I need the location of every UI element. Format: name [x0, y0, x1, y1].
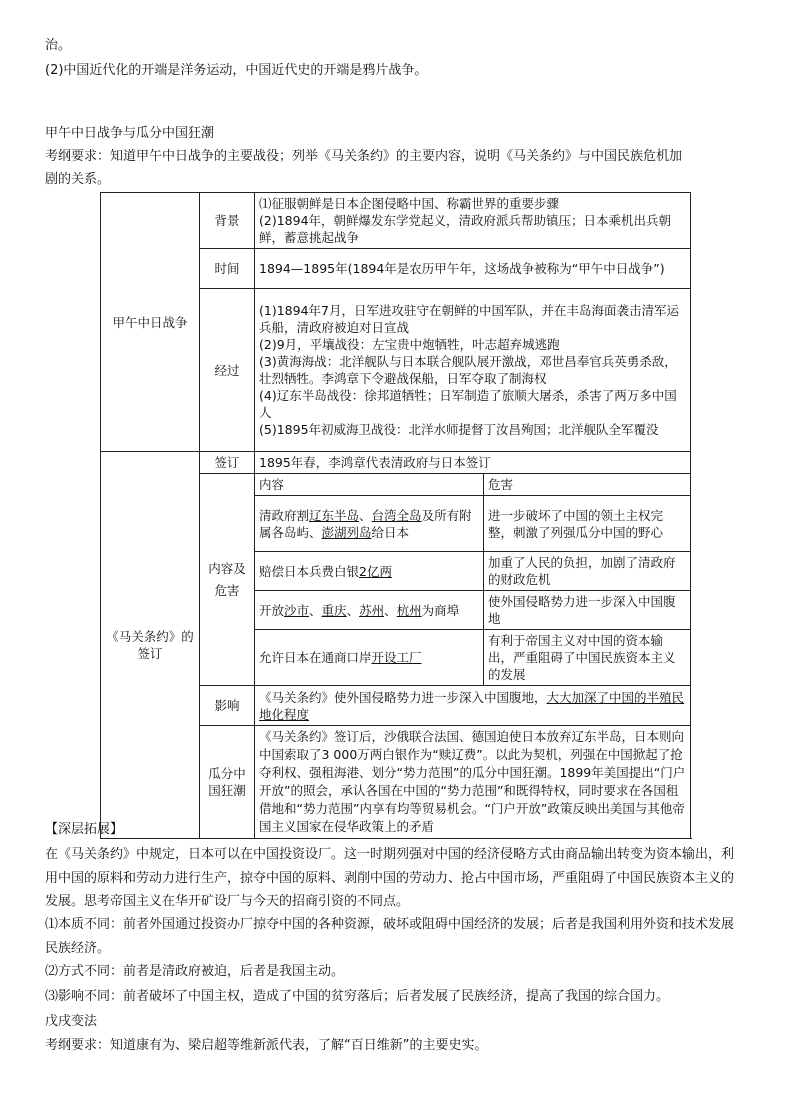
treaty-harm-cession: 进一步破坏了中国的领土主权完整，刺激了列强瓜分中国的野心 [484, 496, 691, 552]
treaty-harm-ports: 使外国侵略势力进一步深入中国腹地 [484, 591, 691, 630]
treaty-harm-indemnity: 加重了人民的负担，加剧了清政府的财政危机 [484, 552, 691, 591]
underlined-term: 大大加深了中国的半殖民地化程度 [259, 689, 685, 722]
extension-point-3: ⑶影响不同：前者破坏了中国主权，造成了中国的贫穷落后；后者发展了民族经济，提高了我国的综合国力。 [45, 989, 670, 1004]
text-span: 为商埠 [421, 602, 460, 618]
course-point-5: (5)1895年初威海卫战役：北洋水师提督丁汝昌殉国；北洋舰队全军覆没 [259, 422, 659, 437]
treaty-harm-factories: 有利于帝国主义对中国的资本输出，严重阻碍了中国民族资本主义的发展 [484, 630, 691, 686]
course-content [255, 289, 691, 452]
text-span: 开放 [259, 602, 285, 618]
course-point-1: (1)1894年7月，日军进攻驻守在朝鲜的中国军队，并在丰岛海面袭击清军运兵船，清政府被迫对日宣战 [259, 303, 679, 335]
label-content-and-harm: 内容及危害 [200, 474, 255, 686]
extension-paragraph: 在《马关条约》中规定，日本可以在中国投资设厂。这一时期列强对中国的经济侵略方式由商品输出转变为资本输出，利用中国的原料和劳动力进行生产，掠夺中国的原料、剥削中国的劳动力、抢占中国市场，严重阻碍了中国民族资本主义的发展。思考帝国主义在华开矿设厂与今天的招商引资的不同点。 [45, 847, 735, 909]
partition-content: 《马关条约》签订后，沙俄联合法国、德国迫使日本放弃辽东半岛，日本则向中国索取了3 000万两白银作为“赎辽费”。以此为契机，列强在中国掀起了抢夺利权、强租海港、划分“势力范围”的瓜分中国狂潮。1899年美国提出“门户开放”的照会，承认各国在中国的“势力范围”和既得特权，同时要求在各国租借地和“势力范围”内享有均等贸易机会。“门户开放”政策反映出美国与其他帝国主义国家在侵华政策上的矛盾 [255, 726, 691, 839]
treaty-content-indemnity [255, 552, 484, 591]
underlined-term: 杭州 [396, 602, 422, 618]
intro-line-1: 治。 [45, 38, 72, 53]
text-span: 、 [346, 602, 360, 618]
category-treaty-of-shimonoseki: 《马关条约》的签订 [101, 452, 200, 839]
course-point-4: (4)辽东半岛战役：徐邦道牺牲；日军制造了旅顺大屠杀，杀害了两万多中国人 [259, 388, 677, 420]
text-span: 赔偿日本兵费白银 [259, 563, 360, 579]
text-span: 、 [309, 602, 322, 618]
extension-point-2: ⑵方式不同：前者是清政府被迫，后者是我国主动。 [45, 964, 345, 979]
text-span: 允许日本在通商口岸 [259, 650, 372, 665]
intro-line-2: (2)中国近代化的开端是洋务运动，中国近代史的开端是鸦片战争。 [45, 63, 428, 78]
treaty-content-factories [255, 630, 484, 686]
section-title-reform-movement: 戊戌变法 [45, 1014, 98, 1029]
impact-content [255, 686, 691, 726]
underlined-term: 台湾全岛 [371, 507, 422, 523]
category-partition-of-china: 瓜分中国狂潮 [200, 726, 255, 839]
underlined-term: 重庆 [321, 602, 347, 618]
exam-requirement-line-2: 剧的关系。 [45, 172, 111, 187]
background-content [255, 193, 691, 249]
text-span: 《马关条约》使外国侵略势力进一步深入中国腹地， [259, 689, 547, 705]
label-impact: 影响 [200, 686, 255, 726]
table-row [101, 193, 691, 249]
signing-content: 1895年春，李鸿章代表清政府与日本签订 [255, 452, 691, 474]
section-title-sino-japanese-war: 甲午中日战争与瓜分中国狂潮 [45, 126, 215, 141]
table-row [101, 452, 691, 474]
background-point-1: ⑴征服朝鲜是日本企图侵略中国、称霸世界的重要步骤 [259, 196, 560, 211]
column-header-harm: 危害 [484, 474, 691, 496]
text-span: 给日本 [371, 524, 410, 540]
background-point-2: (2)1894年，朝鲜爆发东学党起义，清政府派兵帮助镇压；日本乘机出兵朝鲜，蓄意挑起战争 [259, 213, 672, 245]
label-course: 经过 [200, 289, 255, 452]
text-span: 、 [359, 507, 372, 523]
underlined-term: 苏州 [359, 602, 385, 618]
exam-requirement-reform: 考纲要求：知道康有为、梁启超等维新派代表，了解“百日维新”的主要史实。 [45, 1038, 488, 1053]
exam-requirement-line-1: 考纲要求：知道甲午中日战争的主要战役；列举《马关条约》的主要内容，说明《马关条约》与中国民族危机加 [45, 149, 683, 164]
underlined-term: 辽东半岛 [309, 507, 360, 523]
label-signing: 签订 [200, 452, 255, 474]
extension-point-1: ⑴本质不同：前者外国通过投资办厂掠夺中国的各种资源，破坏或阻碍中国经济的发展；后者是我国利用外资和技术发展民族经济。 [45, 917, 735, 956]
extension-heading: 【深层拓展】 [45, 822, 124, 837]
underlined-term: 澎湖列岛 [321, 524, 372, 540]
underlined-term: 2亿两 [359, 563, 392, 579]
underlined-term: 沙市 [284, 602, 310, 618]
time-content: 1894—1895年(1894年是农历甲午年，这场战争被称为“甲午中日战争”) [255, 249, 691, 289]
category-sino-japanese-war: 甲午中日战争 [101, 193, 200, 452]
label-background: 背景 [200, 193, 255, 249]
treaty-content-cession [255, 496, 484, 552]
course-point-2: (2)9月，平壤战役：左宝贵中炮牺牲，叶志超弃城逃跑 [259, 337, 560, 352]
course-point-3: (3)黄海海战：北洋舰队与日本联合舰队展开激战，邓世昌奉官兵英勇杀敌，壮烈牺牲。李鸿章下令避战保船，日军夺取了制海权 [259, 354, 677, 386]
treaty-content-ports [255, 591, 484, 630]
text-span: 、 [384, 602, 397, 618]
label-time: 时间 [200, 249, 255, 289]
column-header-content: 内容 [255, 474, 484, 496]
text-span: 及所有附属各岛屿、 [259, 507, 472, 540]
text-span: 清政府割 [259, 507, 310, 523]
underlined-term: 开设工厂 [371, 650, 422, 665]
history-summary-table [100, 192, 691, 839]
